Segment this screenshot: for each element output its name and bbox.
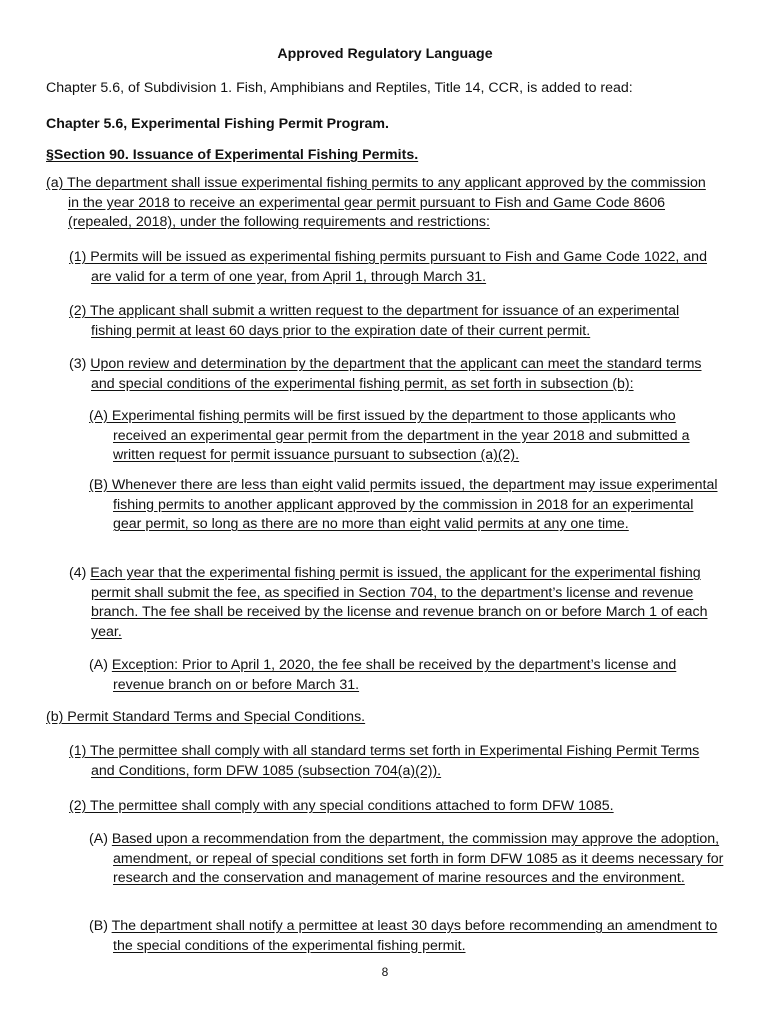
paragraph-a4: [69, 564, 723, 642]
paragraph-a4A-text: Exception: Prior to April 1, 2020, the fee shall be received by the department’s license and revenue branch on or before March 31.: [111, 657, 677, 693]
paragraph-b2A-label: (A): [89, 831, 112, 847]
chapter-title: Chapter 5.6, Experimental Fishing Permit Program.: [46, 116, 389, 132]
paragraph-a2: (2) The applicant shall submit a written request to the department for issuance of an experimental fishing permit at least 60 days prior to the expiration date of their current permit.: [69, 303, 680, 339]
document-heading: Approved Regulatory Language: [277, 46, 493, 62]
paragraph-b2B: [89, 917, 725, 956]
paragraph-b2A: [89, 830, 725, 889]
paragraph-a4A-label: (A): [89, 657, 112, 673]
intro-text: Chapter 5.6, of Subdivision 1. Fish, Amphibians and Reptiles, Title 14, CCR, is added to read:: [46, 80, 633, 96]
paragraph-b2A-text: Based upon a recommendation from the department, the commission may approve the adoption, amendment, or repeal of special conditions set forth in form DFW 1085 as it deems necessary for research and the conservation and management of marine resources and the environment.: [111, 831, 724, 886]
paragraph-a3B: (B) Whenever there are less than eight valid permits issued, the department may issue experimental fishing permits to another applicant approved by the commission in 2018 for an experimental gear permit, so long as there are no more than eight valid permits at any one time.: [89, 477, 718, 532]
paragraph-a1: (1) Permits will be issued as experimental fishing permits pursuant to Fish and Game Code 1022, and are valid for a term of one year, from April 1, through March 31.: [69, 249, 707, 285]
paragraph-a4-label: (4): [69, 565, 91, 581]
subsection-a: (a) The department shall issue experimental fishing permits to any applicant approved by the commission in the year 2018 to receive an experimental gear permit pursuant to Fish and Game Code 8606 (repealed, 2018), under the following requirements and restrictions:: [46, 175, 706, 230]
page-number: 8: [381, 965, 389, 979]
paragraph-a4A: [89, 656, 725, 695]
paragraph-b1: (1) The permittee shall comply with all standard terms set forth in Experimental Fishing Permit Terms and Conditions, form DFW 1085 (subsection 704(a)(2)).: [69, 743, 700, 779]
subsection-b: (b) Permit Standard Terms and Special Conditions.: [46, 709, 366, 725]
paragraph-b2: (2) The permittee shall comply with any special conditions attached to form DFW 1085.: [69, 798, 614, 814]
paragraph-a3-text: Upon review and determination by the department that the applicant can meet the standard terms and special conditions of the experimental fishing permit, as set forth in subsection (b):: [90, 356, 702, 392]
paragraph-b2B-label: (B): [89, 918, 112, 934]
paragraph-a4-text: Each year that the experimental fishing permit is issued, the applicant for the experimental fishing permit shall submit the fee, as specified in Section 704, to the department’s license and revenue branch. The fee shall be received by the license and revenue branch on or before March 1 of each year.: [90, 565, 708, 640]
section-title: §Section 90. Issuance of Experimental Fishing Permits.: [46, 147, 419, 163]
paragraph-b2B-text: The department shall notify a permittee at least 30 days before recommending an amendment to the special conditions of the experimental fishing permit.: [111, 918, 718, 954]
paragraph-a3: [69, 355, 723, 394]
paragraph-a3-label: (3): [69, 356, 91, 372]
paragraph-a3A: (A) Experimental fishing permits will be first issued by the department to those applicants who received an experimental gear permit from the department in the year 2018 and submitted a written request for permit issuance pursuant to subsection (a)(2).: [89, 408, 690, 463]
